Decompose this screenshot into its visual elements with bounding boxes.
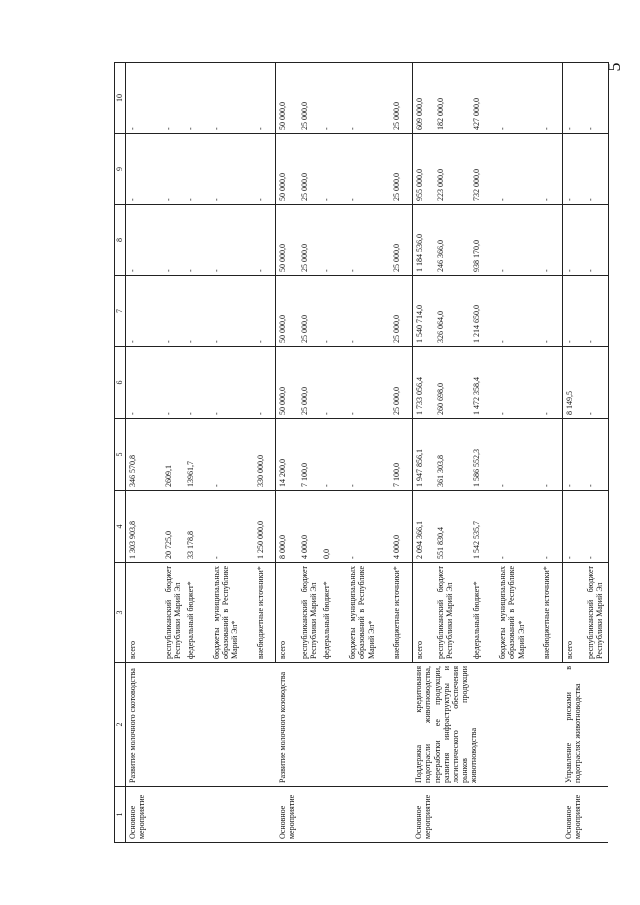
amount-cell: 1 540 714,0 — [412, 276, 434, 347]
amount-cell: - — [496, 347, 540, 419]
amount-cell: 8 149,5 — [562, 347, 584, 419]
amount-cell: 0,0 — [320, 491, 346, 563]
amount-cell: - — [540, 63, 562, 134]
amount-cell: - — [584, 491, 608, 563]
amount-cell: - — [184, 347, 210, 419]
amount-cell: - — [126, 347, 162, 419]
amount-cell: - — [584, 276, 608, 347]
group-type: Основное мероприятие — [276, 787, 412, 843]
funding-source: внебюджетные источники* — [540, 563, 562, 663]
amount-cell: - — [540, 205, 562, 276]
amount-cell: - — [254, 63, 276, 134]
amount-cell: 25 000,0 — [298, 276, 320, 347]
amount-cell: 1 184 536,0 — [412, 205, 434, 276]
amount-cell: 938 170,0 — [470, 205, 496, 276]
amount-cell: - — [562, 63, 584, 134]
amount-cell: 13961,7 — [184, 419, 210, 491]
amount-cell: 182 000,0 — [434, 63, 470, 134]
funding-source: всего — [412, 563, 434, 663]
amount-cell: - — [210, 347, 254, 419]
amount-cell: - — [320, 347, 346, 419]
amount-cell: - — [584, 347, 608, 419]
column-number-2: 2 — [115, 663, 126, 787]
amount-cell: 20 725,0 — [162, 491, 184, 563]
amount-cell: 25 000,0 — [298, 134, 320, 205]
amount-cell: 2 094 366,1 — [412, 491, 434, 563]
amount-cell: 33 178,8 — [184, 491, 210, 563]
amount-cell: 7 100,0 — [390, 419, 412, 491]
funding-source: республиканский бюджет Республики Марий Эл — [162, 563, 184, 663]
amount-cell: 260 698,0 — [434, 347, 470, 419]
funding-source: всего — [276, 563, 298, 663]
amount-cell: - — [210, 63, 254, 134]
group-type: Основное мероприятие — [126, 787, 276, 843]
amount-cell: - — [540, 276, 562, 347]
group-title: Управление рисками в подотраслях животноводства — [562, 663, 608, 787]
amount-cell: 8 000,0 — [276, 491, 298, 563]
amount-cell: - — [540, 491, 562, 563]
amount-cell: - — [496, 205, 540, 276]
funding-source: федеральный бюджет* — [470, 563, 496, 663]
amount-cell: - — [320, 205, 346, 276]
funding-source: бюджеты муниципальных образований в Республике Марий Эл* — [210, 563, 254, 663]
amount-cell: - — [346, 63, 390, 134]
amount-cell: - — [184, 205, 210, 276]
amount-cell: 50 000,0 — [276, 276, 298, 347]
amount-cell: 25 000,0 — [298, 205, 320, 276]
amount-cell: - — [210, 491, 254, 563]
group-type: Основное мероприятие — [562, 787, 608, 843]
amount-cell: - — [162, 347, 184, 419]
amount-cell: - — [346, 491, 390, 563]
amount-cell: 551 830,4 — [434, 491, 470, 563]
amount-cell: - — [254, 276, 276, 347]
amount-cell: - — [496, 276, 540, 347]
amount-cell: - — [184, 134, 210, 205]
amount-cell: - — [584, 419, 608, 491]
amount-cell: - — [562, 276, 584, 347]
amount-cell: - — [562, 419, 584, 491]
amount-cell: - — [346, 134, 390, 205]
amount-cell: - — [496, 419, 540, 491]
amount-cell: 14 200,0 — [276, 419, 298, 491]
funding-source: бюджеты муниципальных образований в Республике Марий Эл* — [496, 563, 540, 663]
amount-cell: 223 000,0 — [434, 134, 470, 205]
amount-cell: - — [254, 205, 276, 276]
amount-cell: - — [184, 63, 210, 134]
table-row — [562, 63, 584, 843]
amount-cell: - — [346, 205, 390, 276]
amount-cell: - — [126, 205, 162, 276]
table-row — [276, 63, 298, 843]
amount-cell: 1 542 535,7 — [470, 491, 496, 563]
amount-cell: 25 000,0 — [390, 276, 412, 347]
column-number-3: 3 — [115, 563, 126, 663]
amount-cell: - — [584, 63, 608, 134]
table-body — [115, 63, 609, 843]
amount-cell: 427 000,0 — [470, 63, 496, 134]
budget-table — [114, 62, 609, 843]
amount-cell: - — [346, 276, 390, 347]
amount-cell: 1 947 856,1 — [412, 419, 434, 491]
column-number-10: 10 — [115, 63, 126, 134]
column-number-8: 8 — [115, 205, 126, 276]
amount-cell: - — [562, 491, 584, 563]
amount-cell: 7 100,0 — [298, 419, 320, 491]
amount-cell: 361 303,8 — [434, 419, 470, 491]
amount-cell: 25 000,0 — [390, 134, 412, 205]
funding-source: федеральный бюджет* — [184, 563, 210, 663]
funding-source: всего — [126, 563, 162, 663]
amount-cell: 50 000,0 — [276, 134, 298, 205]
amount-cell: - — [210, 419, 254, 491]
amount-cell: 1 303 903,8 — [126, 491, 162, 563]
amount-cell: 25 000,0 — [298, 347, 320, 419]
amount-cell: - — [162, 205, 184, 276]
amount-cell: - — [162, 276, 184, 347]
funding-source: республиканский бюджет Республики Марий Эл — [434, 563, 470, 663]
amount-cell: 955 000,0 — [412, 134, 434, 205]
amount-cell: - — [162, 63, 184, 134]
column-number-6: 6 — [115, 347, 126, 419]
amount-cell: - — [346, 419, 390, 491]
amount-cell: 1 250 000,0 — [254, 491, 276, 563]
amount-cell: 326 064,0 — [434, 276, 470, 347]
column-number-row — [115, 63, 126, 843]
amount-cell: - — [496, 134, 540, 205]
amount-cell: - — [210, 205, 254, 276]
funding-source: республиканский бюджет Республики Марий Эл — [298, 563, 320, 663]
amount-cell: 4 000,0 — [298, 491, 320, 563]
column-number-4: 4 — [115, 491, 126, 563]
amount-cell: - — [254, 134, 276, 205]
amount-cell: - — [126, 276, 162, 347]
amount-cell: - — [254, 347, 276, 419]
rotated-page-content — [114, 63, 605, 843]
amount-cell: 25 000,0 — [390, 347, 412, 419]
amount-cell: - — [346, 347, 390, 419]
amount-cell: 50 000,0 — [276, 205, 298, 276]
amount-cell: - — [320, 419, 346, 491]
amount-cell: - — [540, 347, 562, 419]
funding-source: республиканский бюджет Республики Марий Эл — [584, 563, 608, 663]
column-number-7: 7 — [115, 276, 126, 347]
amount-cell: 4 000,0 — [390, 491, 412, 563]
column-number-9: 9 — [115, 134, 126, 205]
amount-cell: 609 000,0 — [412, 63, 434, 134]
amount-cell: - — [584, 205, 608, 276]
amount-cell: - — [162, 134, 184, 205]
amount-cell: 50 000,0 — [276, 347, 298, 419]
amount-cell: 50 000,0 — [276, 63, 298, 134]
page-number: 5 — [604, 62, 624, 72]
amount-cell: 346 570,8 — [126, 419, 162, 491]
amount-cell: - — [184, 276, 210, 347]
amount-cell: - — [320, 63, 346, 134]
group-title: Поддержка кредитования подотрасли животноводства, переработки ее продукции, развития инфраструктуры и логистического обеспечения рынков продукции животноводства — [412, 663, 562, 787]
amount-cell: - — [126, 134, 162, 205]
amount-cell: 732 000,0 — [470, 134, 496, 205]
amount-cell: - — [562, 205, 584, 276]
amount-cell: - — [126, 63, 162, 134]
group-title: Развитие молочного скотоводства — [126, 663, 276, 787]
funding-source: всего — [562, 563, 584, 663]
amount-cell: 1 586 552,3 — [470, 419, 496, 491]
amount-cell: 1 733 056,4 — [412, 347, 434, 419]
funding-source: федеральный бюджет* — [320, 563, 346, 663]
amount-cell: - — [562, 134, 584, 205]
amount-cell: - — [320, 276, 346, 347]
amount-cell: 2609,1 — [162, 419, 184, 491]
amount-cell: - — [496, 63, 540, 134]
amount-cell: - — [540, 419, 562, 491]
column-number-1: 1 — [115, 787, 126, 843]
funding-source: бюджеты муниципальных образований в Республике Марий Эл* — [346, 563, 390, 663]
amount-cell: - — [210, 276, 254, 347]
funding-source: внебюджетные источники* — [254, 563, 276, 663]
amount-cell: - — [210, 134, 254, 205]
amount-cell: 246 366,0 — [434, 205, 470, 276]
amount-cell: 25 000,0 — [390, 205, 412, 276]
amount-cell: - — [540, 134, 562, 205]
amount-cell: - — [496, 491, 540, 563]
amount-cell: 25 000,0 — [298, 63, 320, 134]
funding-source: внебюджетные источники* — [390, 563, 412, 663]
amount-cell: - — [584, 134, 608, 205]
column-number-5: 5 — [115, 419, 126, 491]
table-row — [412, 63, 434, 843]
amount-cell: 330 000,0 — [254, 419, 276, 491]
group-type: Основное мероприятие — [412, 787, 562, 843]
amount-cell: 25 000,0 — [390, 63, 412, 134]
group-title: Развитие молочного козоводства — [276, 663, 412, 787]
amount-cell: 1 214 650,0 — [470, 276, 496, 347]
amount-cell: 1 472 358,4 — [470, 347, 496, 419]
table-row — [126, 63, 162, 843]
amount-cell: - — [320, 134, 346, 205]
